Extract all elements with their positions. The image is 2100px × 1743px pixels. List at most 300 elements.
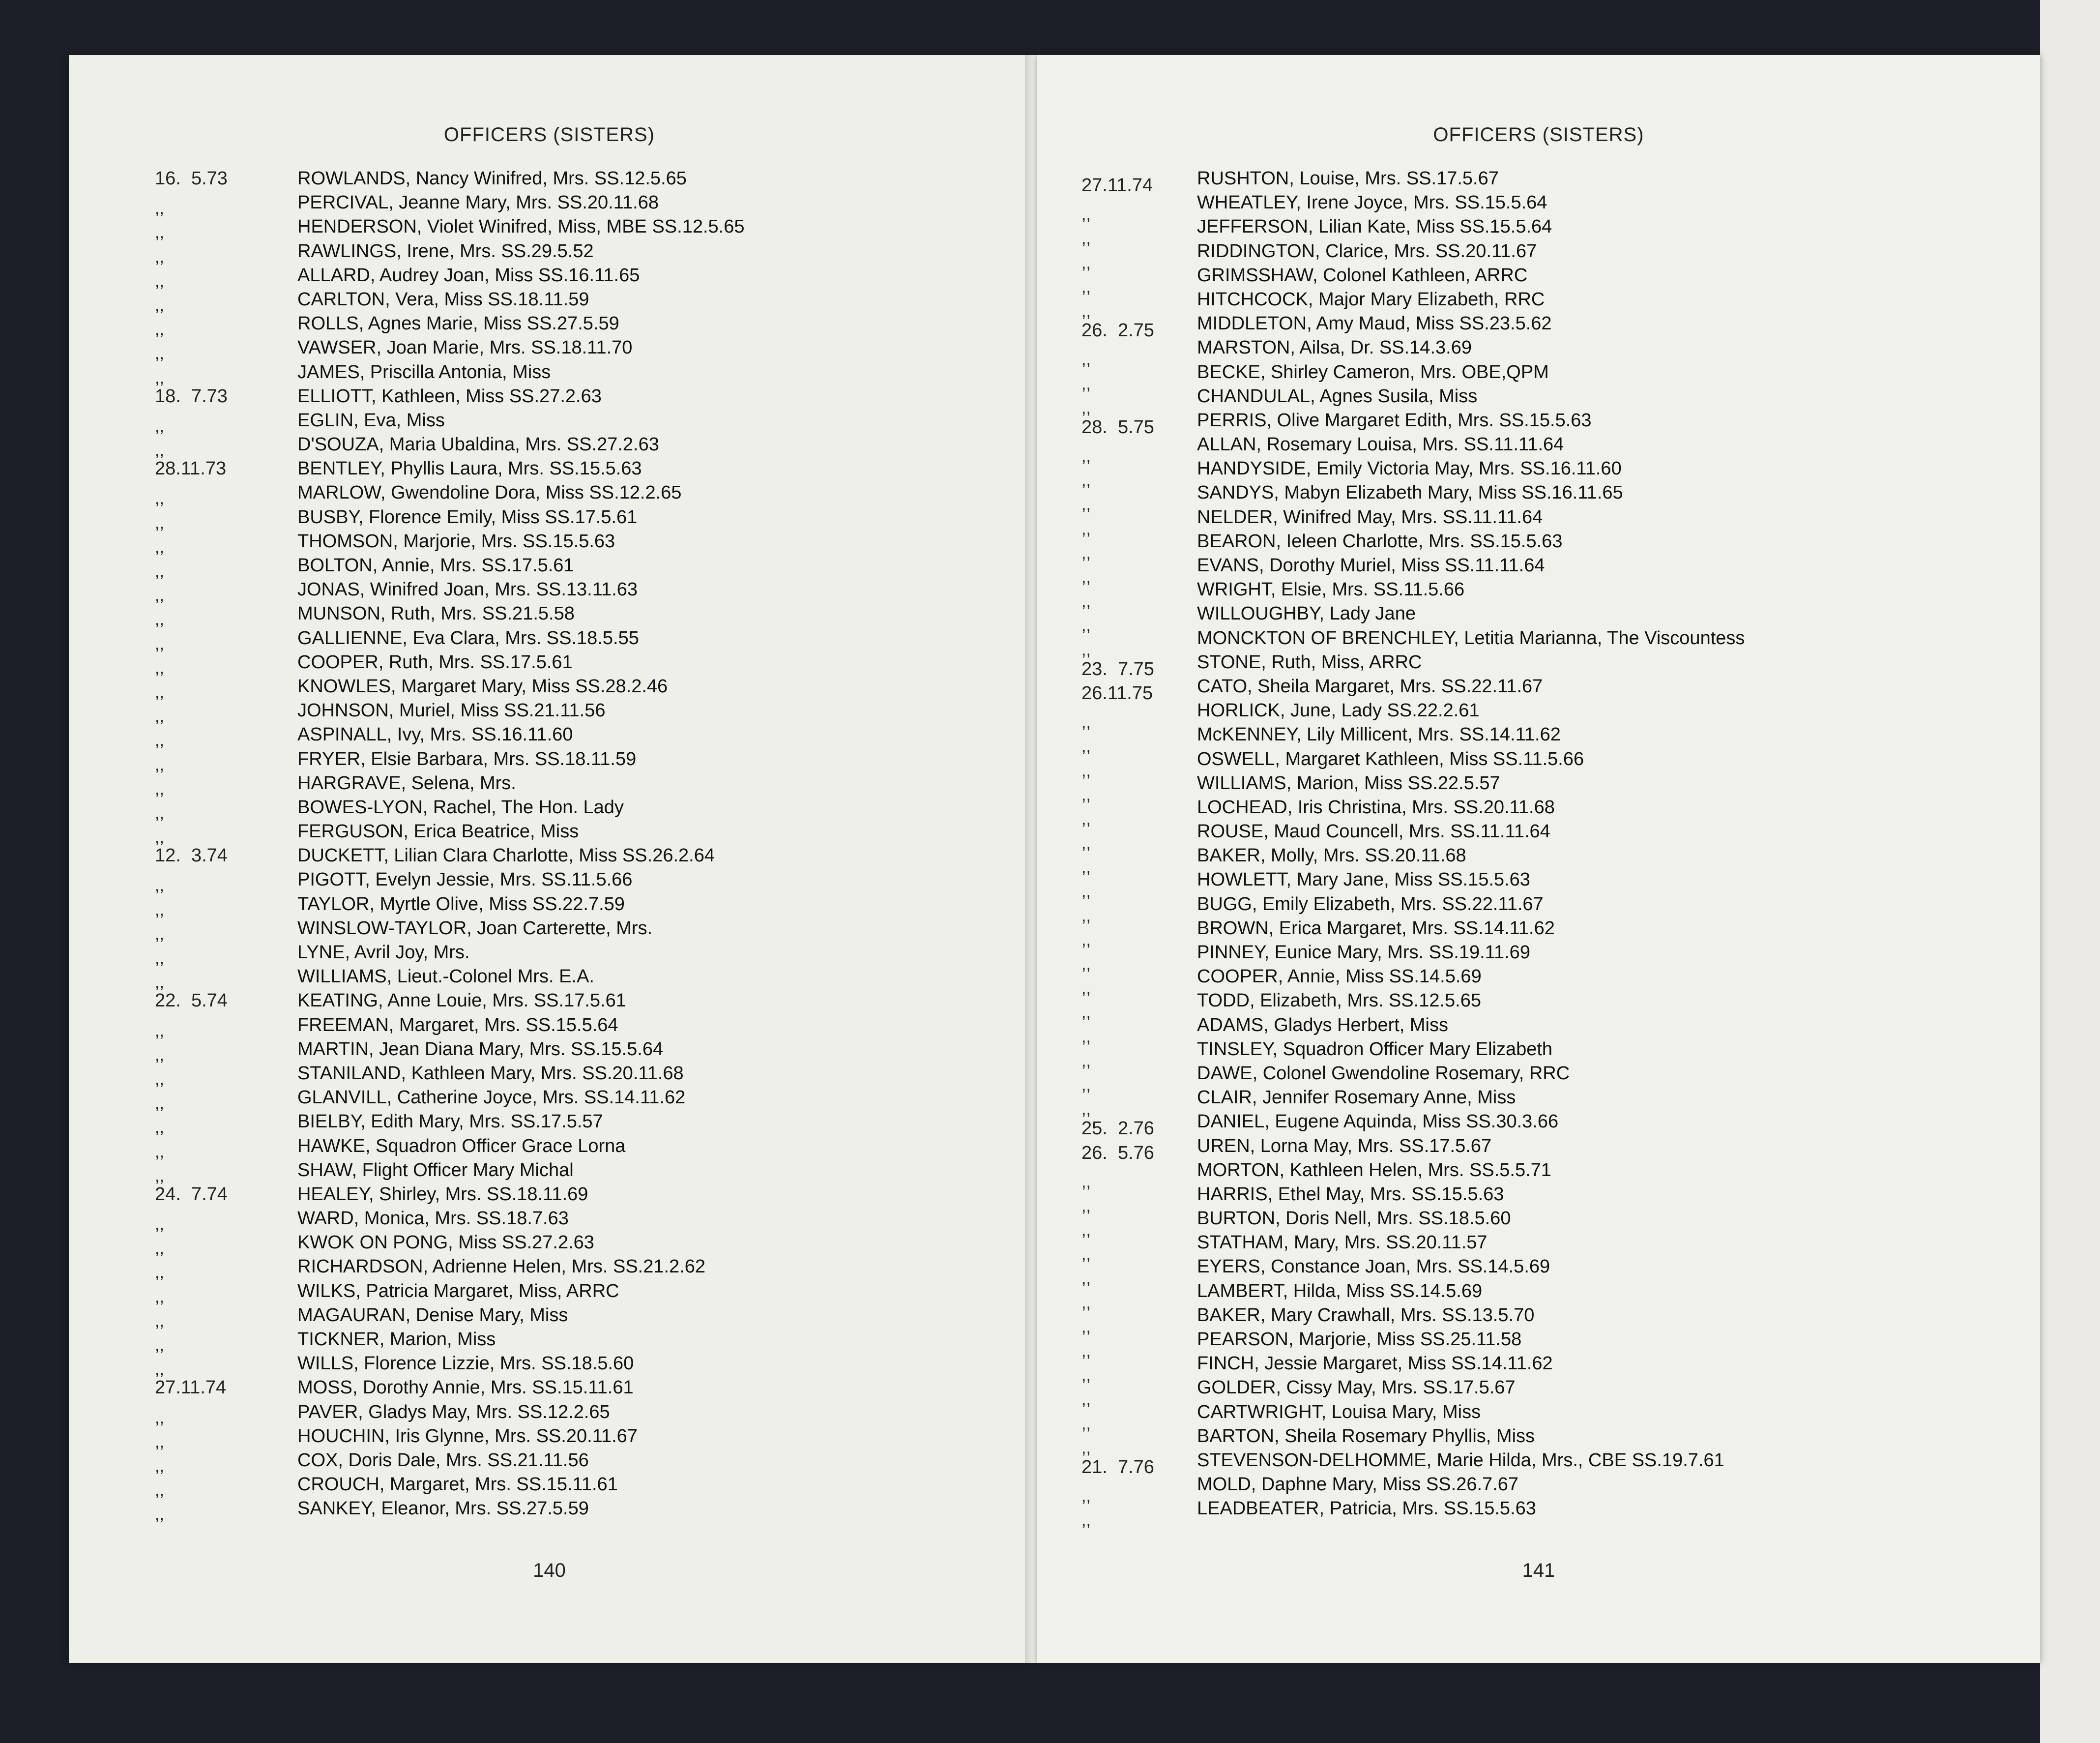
list-item	[69, 821, 1030, 845]
list-item	[1037, 627, 2040, 659]
ditto-mark: ,,	[1081, 809, 1091, 828]
entry-name: KWOK ON PONG, Miss SS.27.2.63	[297, 1232, 594, 1253]
entry-name: WILLIAMS, Marion, Miss SS.22.5.57	[1197, 772, 1500, 794]
entry-name: GLANVILL, Catherine Joyce, Mrs. SS.14.11.62	[297, 1087, 686, 1108]
entry-name: DAWE, Colonel Gwendoline Rosemary, RRC	[1197, 1063, 1570, 1084]
ditto-mark: ,,	[155, 1432, 164, 1451]
list-item	[1037, 385, 2040, 417]
entry-name: EYERS, Constance Joan, Mrs. SS.14.5.69	[1197, 1256, 1550, 1277]
list-item	[69, 749, 1030, 773]
entry-name: JAMES, Priscilla Antonia, Miss	[297, 361, 551, 383]
entry-name: HARRIS, Ethel May, Mrs. SS.15.5.63	[1197, 1183, 1504, 1205]
list-item	[69, 1063, 1030, 1087]
entry-name: MORTON, Kathleen Helen, Mrs. SS.5.5.71	[1197, 1159, 1551, 1181]
entry-name: WARD, Monica, Mrs. SS.18.7.63	[297, 1208, 569, 1229]
entry-name: VAWSER, Joan Marie, Mrs. SS.18.11.70	[297, 337, 633, 358]
entry-name: ALLARD, Audrey Joan, Miss SS.16.11.65	[297, 265, 640, 286]
entry-name: TAYLOR, Myrtle Olive, Miss SS.22.7.59	[297, 893, 625, 915]
entry-name: STATHAM, Mary, Mrs. SS.20.11.57	[1197, 1232, 1488, 1253]
list-item	[1037, 651, 2040, 679]
ditto-mark: ,,	[155, 876, 164, 895]
entry-name: CROUCH, Margaret, Mrs. SS.15.11.61	[297, 1474, 618, 1495]
list-item	[1037, 797, 2040, 828]
entry-date: 21. 7.76	[1081, 1456, 1154, 1477]
ditto-mark: ,,	[155, 247, 164, 266]
ditto-mark: ,,	[1081, 229, 1091, 248]
ditto-mark: ,,	[155, 1408, 164, 1427]
entry-date: 16. 5.73	[155, 168, 228, 189]
entry-name: SHAW, Flight Officer Mary Michal	[297, 1159, 574, 1181]
ditto-mark: ,,	[1081, 447, 1091, 466]
entry-name: MONCKTON OF BRENCHLEY, Letitia Marianna, The Viscountess	[1197, 627, 1745, 649]
ditto-mark: ,,	[1081, 1245, 1091, 1264]
ditto-mark: ,,	[155, 949, 164, 968]
list-item	[69, 1256, 1030, 1280]
list-item	[69, 1039, 1030, 1063]
list-item	[69, 652, 1030, 676]
list-item	[69, 797, 1030, 821]
list-item	[1037, 482, 2040, 514]
list-item	[69, 313, 1030, 337]
entry-name: BUGG, Emily Elizabeth, Mrs. SS.22.11.67	[1197, 893, 1544, 915]
list-item	[1037, 410, 2040, 438]
list-item	[69, 1498, 1030, 1522]
list-item	[1037, 1304, 2040, 1336]
entry-name: TICKNER, Marion, Miss	[297, 1329, 496, 1350]
list-item	[69, 628, 1030, 652]
list-item	[1037, 434, 2040, 466]
entry-name: WINSLOW-TAYLOR, Joan Carterette, Mrs.	[297, 917, 653, 939]
entry-name: COOPER, Annie, Miss SS.14.5.69	[1197, 966, 1482, 987]
entry-name: JONAS, Winifred Joan, Mrs. SS.13.11.63	[297, 579, 638, 600]
entry-name: FERGUSON, Erica Beatrice, Miss	[297, 821, 579, 842]
list-item	[1037, 1449, 2040, 1477]
ditto-mark: ,,	[155, 344, 164, 363]
list-item	[1037, 748, 2040, 780]
list-item	[69, 386, 1030, 410]
list-item	[1037, 337, 2040, 369]
list-item	[69, 434, 1030, 458]
entry-name: BAKER, Molly, Mrs. SS.20.11.68	[1197, 845, 1466, 866]
ditto-mark: ,,	[155, 634, 164, 653]
entry-name: HOWLETT, Mary Jane, Miss SS.15.5.63	[1197, 869, 1530, 890]
ditto-mark: ,,	[1081, 1293, 1091, 1312]
list-item	[69, 531, 1030, 555]
list-item	[69, 241, 1030, 265]
ditto-mark: ,,	[1081, 882, 1091, 901]
entry-name: ADAMS, Gladys Herbert, Miss	[1197, 1014, 1448, 1035]
entry-name: LAMBERT, Hilda, Miss SS.14.5.69	[1197, 1280, 1483, 1301]
ditto-mark: ,,	[155, 731, 164, 750]
ditto-mark: ,,	[155, 537, 164, 557]
ditto-mark: ,,	[1081, 1003, 1091, 1022]
ditto-mark: ,,	[1081, 955, 1091, 974]
ditto-mark: ,,	[1081, 1221, 1091, 1240]
ditto-mark: ,,	[155, 682, 164, 702]
entry-name: PINNEY, Eunice Mary, Mrs. SS.19.11.69	[1197, 942, 1530, 963]
entry-name: SANKEY, Eleanor, Mrs. SS.27.5.59	[297, 1498, 589, 1519]
ditto-mark: ,,	[1081, 374, 1091, 393]
entry-name: McKENNEY, Lily Millicent, Mrs. SS.14.11.62	[1197, 724, 1561, 745]
ditto-mark: ,,	[1081, 1438, 1091, 1457]
list-item	[69, 869, 1030, 893]
ditto-mark: ,,	[1081, 1100, 1091, 1119]
list-item	[1037, 506, 2040, 538]
entry-name: MARSTON, Ailsa, Dr. SS.14.3.69	[1197, 337, 1472, 358]
ditto-mark: ,,	[1081, 592, 1091, 611]
ditto-mark: ,,	[155, 658, 164, 678]
entry-name: PAVER, Gladys May, Mrs. SS.12.2.65	[297, 1401, 610, 1422]
list-item	[1037, 1014, 2040, 1046]
entry-date: 18. 7.73	[155, 385, 228, 407]
ditto-mark: ,,	[1081, 1390, 1091, 1409]
list-item	[1037, 1280, 2040, 1312]
ditto-mark: ,,	[1081, 979, 1091, 998]
entry-name: ELLIOTT, Kathleen, Miss SS.27.2.63	[297, 385, 602, 407]
entry-name: RAWLINGS, Irene, Mrs. SS.29.5.52	[297, 240, 594, 262]
entry-name: BARTON, Sheila Rosemary Phyllis, Miss	[1197, 1425, 1535, 1447]
entry-name: HEALEY, Shirley, Mrs. SS.18.11.69	[297, 1183, 588, 1205]
ditto-mark: ,,	[1081, 398, 1091, 417]
list-item	[69, 1450, 1030, 1474]
list-item	[69, 845, 1030, 869]
ditto-mark: ,,	[1081, 1366, 1091, 1385]
ditto-mark: ,,	[155, 1336, 164, 1355]
list-item	[69, 603, 1030, 627]
ditto-mark: ,,	[155, 1045, 164, 1064]
list-item	[1037, 1183, 2040, 1215]
list-item	[69, 676, 1030, 700]
entry-name: RICHARDSON, Adrienne Helen, Mrs. SS.21.2.62	[297, 1256, 706, 1277]
ditto-mark: ,,	[155, 1360, 164, 1379]
ditto-mark: ,,	[155, 1118, 164, 1137]
list-item	[1037, 869, 2040, 901]
list-item	[69, 773, 1030, 797]
entry-name: D'SOUZA, Maria Ubaldina, Mrs. SS.27.2.63	[297, 434, 659, 455]
list-item	[1037, 1329, 2040, 1360]
entry-name: ROWLANDS, Nancy Winifred, Mrs. SS.12.5.65	[297, 168, 687, 189]
list-item	[1037, 966, 2040, 998]
entry-name: KNOWLES, Margaret Mary, Miss SS.28.2.46	[297, 676, 668, 697]
list-item	[69, 555, 1030, 579]
entry-name: COOPER, Ruth, Mrs. SS.17.5.61	[297, 651, 573, 673]
entry-name: HOUCHIN, Iris Glynne, Mrs. SS.20.11.67	[297, 1425, 638, 1447]
entry-name: ALLAN, Rosemary Louisa, Mrs. SS.11.11.64	[1197, 434, 1564, 455]
entry-name: MARLOW, Gwendoline Dora, Miss SS.12.2.65	[297, 482, 682, 503]
list-item	[1037, 555, 2040, 587]
list-item	[1037, 1232, 2040, 1264]
ditto-mark: ,,	[155, 707, 164, 726]
list-item	[1037, 458, 2040, 490]
ditto-mark: ,,	[155, 271, 164, 291]
entry-name: MIDDLETON, Amy Maud, Miss SS.23.5.62	[1197, 313, 1552, 334]
ditto-mark: ,,	[1081, 277, 1091, 296]
list-item	[1037, 265, 2040, 296]
entry-name: FINCH, Jessie Margaret, Miss SS.14.11.62	[1197, 1353, 1553, 1374]
entry-name: CLAIR, Jennifer Rosemary Anne, Miss	[1197, 1087, 1516, 1108]
list-item	[1037, 942, 2040, 974]
list-item	[1037, 1401, 2040, 1433]
entry-name: PIGOTT, Evelyn Jessie, Mrs. SS.11.5.66	[297, 869, 633, 890]
ditto-mark: ,,	[155, 924, 164, 944]
entry-date: 12. 3.74	[155, 845, 228, 866]
right-page	[1037, 55, 2040, 1663]
list-item	[1037, 1063, 2040, 1094]
entry-name: LOCHEAD, Iris Christina, Mrs. SS.20.11.68	[1197, 797, 1555, 818]
ditto-mark: ,,	[155, 1481, 164, 1500]
entry-name: HARGRAVE, Selena, Mrs.	[297, 772, 516, 794]
list-item	[1037, 1353, 2040, 1385]
entry-name: RIDDINGTON, Clarice, Mrs. SS.20.11.67	[1197, 240, 1537, 262]
list-item	[69, 700, 1030, 724]
list-item	[69, 1087, 1030, 1111]
list-item	[1037, 893, 2040, 925]
entry-date: 28.11.73	[155, 458, 227, 479]
ditto-mark: ,,	[155, 562, 164, 581]
ditto-mark: ,,	[155, 1142, 164, 1161]
entry-name: MAGAURAN, Denise Mary, Miss	[297, 1304, 568, 1326]
list-item	[69, 942, 1030, 966]
list-item	[1037, 724, 2040, 756]
entry-date: 22. 5.74	[155, 990, 228, 1011]
entry-name: GOLDER, Cissy May, Mrs. SS.17.5.67	[1197, 1377, 1516, 1398]
ditto-mark: ,,	[155, 779, 164, 798]
list-item	[1037, 1038, 2040, 1070]
entry-name: LYNE, Avril Joy, Mrs.	[297, 942, 470, 963]
list-item	[69, 990, 1030, 1014]
entry-name: EVANS, Dorothy Muriel, Miss SS.11.11.64	[1197, 555, 1545, 576]
entry-name: WILLIAMS, Lieut.-Colonel Mrs. E.A.	[297, 966, 594, 987]
list-item	[1037, 845, 2040, 877]
list-item	[1037, 1135, 2040, 1163]
entry-name: PERRIS, Olive Margaret Edith, Mrs. SS.15.5.63	[1197, 410, 1592, 431]
entry-name: FREEMAN, Margaret, Mrs. SS.15.5.64	[297, 1014, 618, 1035]
entry-name: UREN, Lorna May, Mrs. SS.17.5.67	[1197, 1135, 1492, 1156]
ditto-mark: ,,	[155, 803, 164, 823]
entry-name: WRIGHT, Elsie, Mrs. SS.11.5.66	[1197, 579, 1465, 600]
ditto-mark: ,,	[155, 320, 164, 339]
entry-name: BIELBY, Edith Mary, Mrs. SS.17.5.57	[297, 1111, 603, 1132]
list-item	[69, 362, 1030, 386]
ditto-mark: ,,	[1081, 301, 1091, 321]
ditto-mark: ,,	[155, 1215, 164, 1234]
list-item	[1037, 192, 2040, 224]
ditto-mark: ,,	[1081, 616, 1091, 635]
list-item	[69, 1329, 1030, 1353]
list-item	[69, 289, 1030, 313]
entry-name: JOHNSON, Muriel, Miss SS.21.11.56	[297, 700, 606, 721]
ditto-mark: ,,	[1081, 1487, 1091, 1506]
list-item	[69, 1305, 1030, 1329]
list-item	[69, 1474, 1030, 1498]
ditto-mark: ,,	[1081, 519, 1091, 538]
list-item	[69, 265, 1030, 289]
entry-name: HENDERSON, Violet Winifred, Miss, MBE SS.12.5.65	[297, 216, 745, 237]
right-page-header: OFFICERS (SISTERS)	[1433, 124, 1644, 146]
entry-name: HORLICK, June, Lady SS.22.2.61	[1197, 700, 1480, 721]
list-item	[1037, 1377, 2040, 1409]
entry-date: 25. 2.76	[1081, 1118, 1154, 1139]
entry-name: TODD, Elizabeth, Mrs. SS.12.5.65	[1197, 990, 1481, 1011]
list-item	[69, 1136, 1030, 1160]
entry-date: 26.11.75	[1081, 682, 1153, 704]
entry-name: STANILAND, Kathleen Mary, Mrs. SS.20.11.68	[297, 1063, 684, 1084]
entry-name: FRYER, Elsie Barbara, Mrs. SS.18.11.59	[297, 748, 637, 769]
ditto-mark: ,,	[155, 900, 164, 919]
list-item	[1037, 168, 2040, 196]
ditto-mark: ,,	[1081, 930, 1091, 949]
ditto-mark: ,,	[1081, 761, 1091, 780]
entry-name: WILLS, Florence Lizzie, Mrs. SS.18.5.60	[297, 1353, 634, 1374]
list-item	[69, 918, 1030, 942]
entry-name: GRIMSSHAW, Colonel Kathleen, ARRC	[1197, 265, 1528, 286]
list-item	[1037, 603, 2040, 635]
entry-name: PEARSON, Marjorie, Miss SS.25.11.58	[1197, 1329, 1522, 1350]
list-item	[69, 894, 1030, 918]
list-item	[1037, 700, 2040, 732]
list-item	[1037, 1159, 2040, 1191]
ditto-mark: ,,	[1081, 543, 1091, 562]
entry-name: DUCKETT, Lilian Clara Charlotte, Miss SS.26.2.64	[297, 845, 715, 866]
entry-name: ROUSE, Maud Councell, Mrs. SS.11.11.64	[1197, 821, 1550, 842]
list-item	[1037, 821, 2040, 853]
list-item	[69, 458, 1030, 482]
entry-name: BENTLEY, Phyllis Laura, Mrs. SS.15.5.63	[297, 458, 642, 479]
list-item	[69, 216, 1030, 240]
list-item	[69, 1426, 1030, 1450]
entry-name: ASPINALL, Ivy, Mrs. SS.16.11.60	[297, 724, 573, 745]
entry-name: BEARON, Ieleen Charlotte, Mrs. SS.15.5.63	[1197, 531, 1563, 552]
list-item	[1037, 579, 2040, 611]
entry-name: HITCHCOCK, Major Mary Elizabeth, RRC	[1197, 289, 1545, 310]
ditto-mark: ,,	[1081, 1196, 1091, 1215]
entry-name: OSWELL, Margaret Kathleen, Miss SS.11.5.66	[1197, 748, 1584, 769]
ditto-mark: ,,	[1081, 1317, 1091, 1336]
ditto-mark: ,,	[1081, 568, 1091, 587]
list-item	[1037, 313, 2040, 341]
entry-name: MOLD, Daphne Mary, Miss SS.26.7.67	[1197, 1474, 1518, 1495]
ditto-mark: ,,	[1081, 1027, 1091, 1046]
entry-date: 26. 2.75	[1081, 320, 1154, 341]
ditto-mark: ,,	[1081, 350, 1091, 369]
list-item	[69, 1160, 1030, 1184]
entry-name: WHEATLEY, Irene Joyce, Mrs. SS.15.5.64	[1197, 192, 1547, 213]
list-item	[1037, 1498, 2040, 1530]
entry-name: BOWES-LYON, Rachel, The Hon. Lady	[297, 797, 624, 818]
list-item	[1037, 990, 2040, 1022]
list-item	[1037, 289, 2040, 321]
ditto-mark: ,,	[155, 1263, 164, 1282]
list-item	[69, 1208, 1030, 1232]
entry-name: NELDER, Winifred May, Mrs. SS.11.11.64	[1197, 506, 1543, 528]
list-item	[69, 966, 1030, 990]
list-item	[1037, 1474, 2040, 1506]
ditto-mark: ,,	[1081, 471, 1091, 490]
ditto-mark: ,,	[1081, 906, 1091, 925]
ditto-mark: ,,	[1081, 253, 1091, 272]
entry-name: STONE, Ruth, Miss, ARRC	[1197, 651, 1422, 673]
left-page	[69, 55, 1030, 1663]
ditto-mark: ,,	[1081, 205, 1091, 224]
entry-date: 23. 7.75	[1081, 658, 1154, 679]
ditto-mark: ,,	[1081, 640, 1091, 659]
entry-name: MOSS, Dorothy Annie, Mrs. SS.15.11.61	[297, 1377, 634, 1398]
entry-name: CARLTON, Vera, Miss SS.18.11.59	[297, 289, 589, 310]
ditto-mark: ,,	[1081, 1269, 1091, 1288]
list-item	[69, 192, 1030, 216]
list-item	[69, 1184, 1030, 1208]
entry-name: TINSLEY, Squadron Officer Mary Elizabeth	[1197, 1038, 1553, 1060]
entry-name: BOLTON, Annie, Mrs. SS.17.5.61	[297, 555, 574, 576]
ditto-mark: ,,	[155, 1505, 164, 1524]
list-item	[69, 1281, 1030, 1305]
ditto-mark: ,,	[155, 828, 164, 847]
entry-name: EGLIN, Eva, Miss	[297, 410, 445, 431]
list-item	[1037, 772, 2040, 804]
list-item	[1037, 1256, 2040, 1288]
ditto-mark: ,,	[155, 755, 164, 774]
list-item	[1037, 1425, 2040, 1457]
right-entry-list	[1037, 168, 2040, 1530]
entry-name: THOMSON, Marjorie, Mrs. SS.15.5.63	[297, 531, 615, 552]
entry-name: KEATING, Anne Louie, Mrs. SS.17.5.61	[297, 990, 626, 1011]
list-item	[69, 1353, 1030, 1377]
list-item	[69, 1232, 1030, 1256]
entry-name: BUSBY, Florence Emily, Miss SS.17.5.61	[297, 506, 638, 528]
ditto-mark: ,,	[1081, 1414, 1091, 1433]
list-item	[1037, 917, 2040, 949]
ditto-mark: ,,	[155, 489, 164, 508]
ditto-mark: ,,	[155, 1069, 164, 1089]
list-item	[69, 507, 1030, 531]
entry-name: ROLLS, Agnes Marie, Miss SS.27.5.59	[297, 313, 619, 334]
list-item	[1037, 676, 2040, 704]
entry-name: HANDYSIDE, Emily Victoria May, Mrs. SS.16.11.60	[1197, 458, 1622, 479]
ditto-mark: ,,	[1081, 1342, 1091, 1360]
list-item	[69, 1377, 1030, 1401]
entry-date: 28. 5.75	[1081, 416, 1154, 438]
ditto-mark: ,,	[155, 223, 164, 242]
ditto-mark: ,,	[155, 1094, 164, 1113]
list-item	[1037, 361, 2040, 393]
ditto-mark: ,,	[1081, 858, 1091, 877]
ditto-mark: ,,	[155, 1021, 164, 1040]
ditto-mark: ,,	[155, 1166, 164, 1185]
entry-name: STEVENSON-DELHOMME, Marie Hilda, Mrs., CBE SS.19.7.61	[1197, 1449, 1724, 1471]
entry-date: 24. 7.74	[155, 1183, 228, 1205]
entry-name: RUSHTON, Louise, Mrs. SS.17.5.67	[1197, 168, 1499, 189]
ditto-mark: ,,	[155, 368, 164, 387]
list-item	[69, 1402, 1030, 1426]
list-item	[1037, 1208, 2040, 1240]
entry-name: BECKE, Shirley Cameron, Mrs. OBE,QPM	[1197, 361, 1549, 383]
ditto-mark: ,,	[155, 610, 164, 629]
list-item	[1037, 1087, 2040, 1119]
entry-name: SANDYS, Mabyn Elizabeth Mary, Miss SS.16.11.65	[1197, 482, 1623, 503]
left-page-header: OFFICERS (SISTERS)	[443, 124, 655, 146]
entry-name: CARTWRIGHT, Louisa Mary, Miss	[1197, 1401, 1481, 1422]
entry-name: CHANDULAL, Agnes Susila, Miss	[1197, 385, 1478, 407]
list-item	[1037, 1111, 2040, 1139]
left-page-number: 140	[533, 1560, 566, 1581]
background-edge	[2040, 0, 2100, 1743]
entry-name: BAKER, Mary Crawhall, Mrs. SS.13.5.70	[1197, 1304, 1535, 1326]
list-item	[69, 482, 1030, 506]
entry-date: 27.11.74	[1081, 175, 1153, 196]
entry-name: LEADBEATER, Patricia, Mrs. SS.15.5.63	[1197, 1498, 1536, 1519]
entry-date: 26. 5.76	[1081, 1142, 1154, 1163]
ditto-mark: ,,	[1081, 1051, 1091, 1070]
